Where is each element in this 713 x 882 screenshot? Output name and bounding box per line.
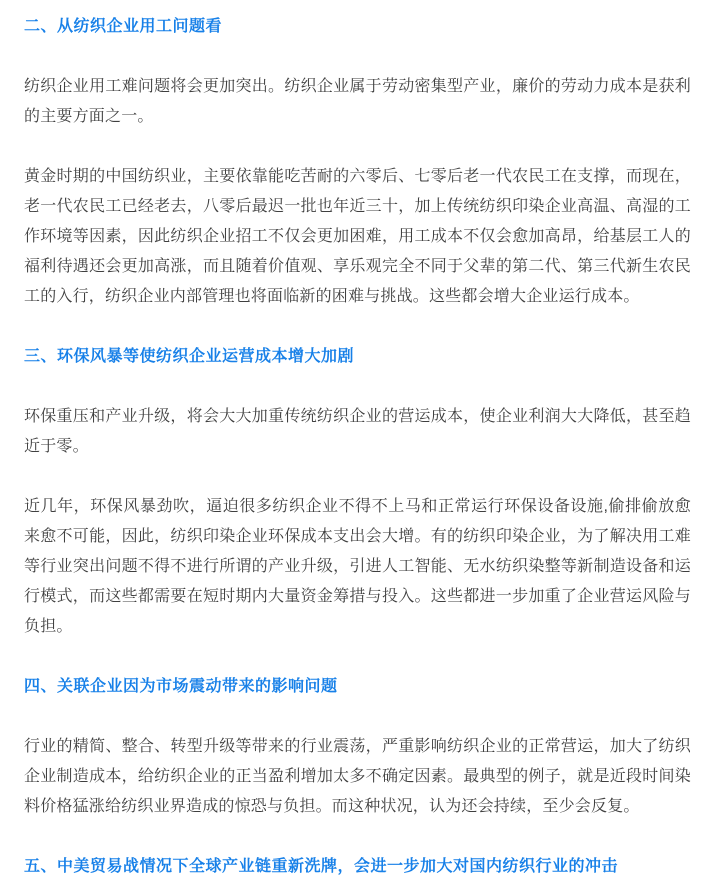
paragraph: 环保重压和产业升级，将会大大加重传统纺织企业的营运成本，使企业利润大大降低，甚至趋近于零。 [24,408,691,455]
section-heading-environmental-costs: 三、环保风暴等使纺织企业运营成本增大加剧 [24,348,355,365]
paragraph: 近几年，环保风暴劲吹，逼迫很多纺织企业不得不上马和正常运行环保设备设施,偷排偷放愈来愈不可能，因此，纺织印染企业环保成本支出会大增。有的纺织印染企业，为了解决用工难等行业突出问题不得不进行所谓的产业升级，引进人工智能、无水纺织染整等新制造设备和运行模式，而这些都需要在短时期内大量资金筹措与投入。这些都进一步加重了企业营运风险与负担。 [24,498,691,635]
section-heading-market-shock: 四、关联企业因为市场震动带来的影响问题 [24,678,338,695]
section-heading-labor-issues: 二、从纺织企业用工问题看 [24,18,223,35]
paragraph: 行业的精简、整合、转型升级等带来的行业震荡，严重影响纺织企业的正常营运，加大了纺织企业制造成本，给纺织企业的正当盈利增加太多不确定因素。最典型的例子，就是近段时间染料价格猛涨给纺织业界造成的惊恐与负担。而这种状况，认为还会持续，至少会反复。 [24,738,691,815]
section-heading-trade-war: 五、中美贸易战情况下全球产业链重新洗牌，会进一步加大对国内纺织行业的冲击 [24,858,619,875]
paragraph: 纺织企业用工难问题将会更加突出。纺织企业属于劳动密集型产业，廉价的劳动力成本是获利的主要方面之一。 [24,78,691,125]
paragraph: 黄金时期的中国纺织业，主要依靠能吃苦耐的六零后、七零后老一代农民工在支撑，而现在，老一代农民工已经老去，八零后最迟一批也年近三十，加上传统纺织印染企业高温、高湿的工作环境等因素，因此纺织企业招工不仅会更加困难，用工成本不仅会愈加高昂，给基层工人的福利待遇还会更加高涨，而且随着价值观、享乐观完全不同于父辈的第二代、第三代新生农民工的入行，纺织企业内部管理也将面临新的困难与挑战。这些都会增大企业运行成本。 [24,168,691,305]
